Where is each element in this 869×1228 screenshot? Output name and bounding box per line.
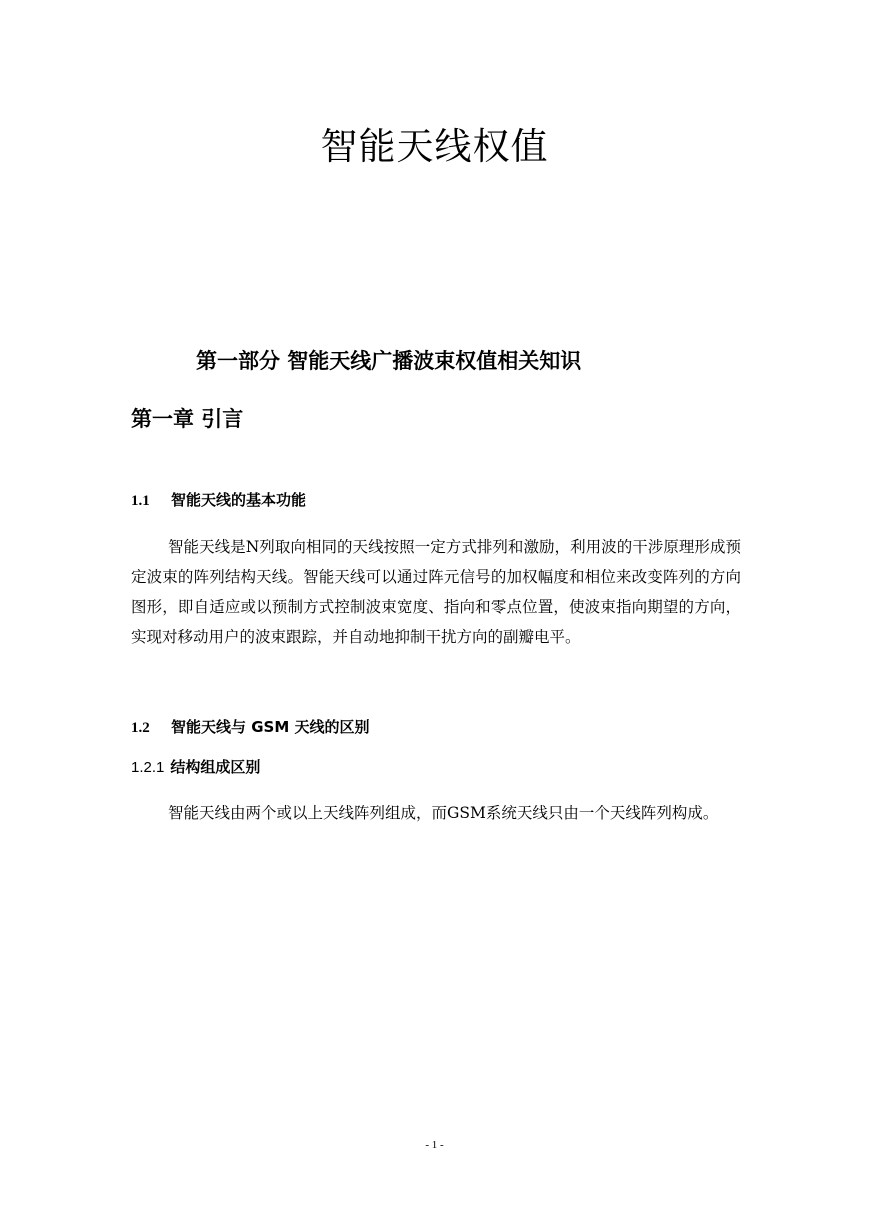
section-paragraph-1-1: 智能天线是N列取向相同的天线按照一定方式排列和激励，利用波的干涉原理形成预定波束的阵列结构天线。智能天线可以通过阵元信号的加权幅度和相位来改变阵列的方向图形，即自适应或以预制方式控制波束宽度、指向和零点位置，使波束指向期望的方向，实现对移动用户的波束跟踪，并自动地抑制干扰方向的副瓣电平。 bbox=[131, 538, 741, 646]
section-number: 1.2 bbox=[131, 720, 150, 736]
part-title: 第一部分 智能天线广播波束权值相关知识 bbox=[196, 349, 582, 373]
page-number: - 1 - bbox=[425, 1139, 444, 1151]
section-number: 1.1 bbox=[131, 493, 150, 509]
section-title: 智能天线的基本功能 bbox=[171, 491, 307, 509]
chapter-title: 第一章 引言 bbox=[131, 407, 244, 431]
subsection-number: 1.2.1 bbox=[131, 759, 165, 776]
subsection-heading-1-2-1 bbox=[131, 756, 260, 777]
section-heading-1-2 bbox=[131, 716, 370, 737]
document-title: 智能天线权值 bbox=[320, 125, 549, 168]
section-title: 智能天线与 GSM 天线的区别 bbox=[171, 718, 370, 736]
section-heading-1-1 bbox=[131, 489, 306, 510]
subsection-paragraph-1-2-1: 智能天线由两个或以上天线阵列组成，而GSM系统天线只由一个天线阵列构成。 bbox=[168, 804, 719, 822]
subsection-title: 结构组成区别 bbox=[170, 758, 261, 776]
